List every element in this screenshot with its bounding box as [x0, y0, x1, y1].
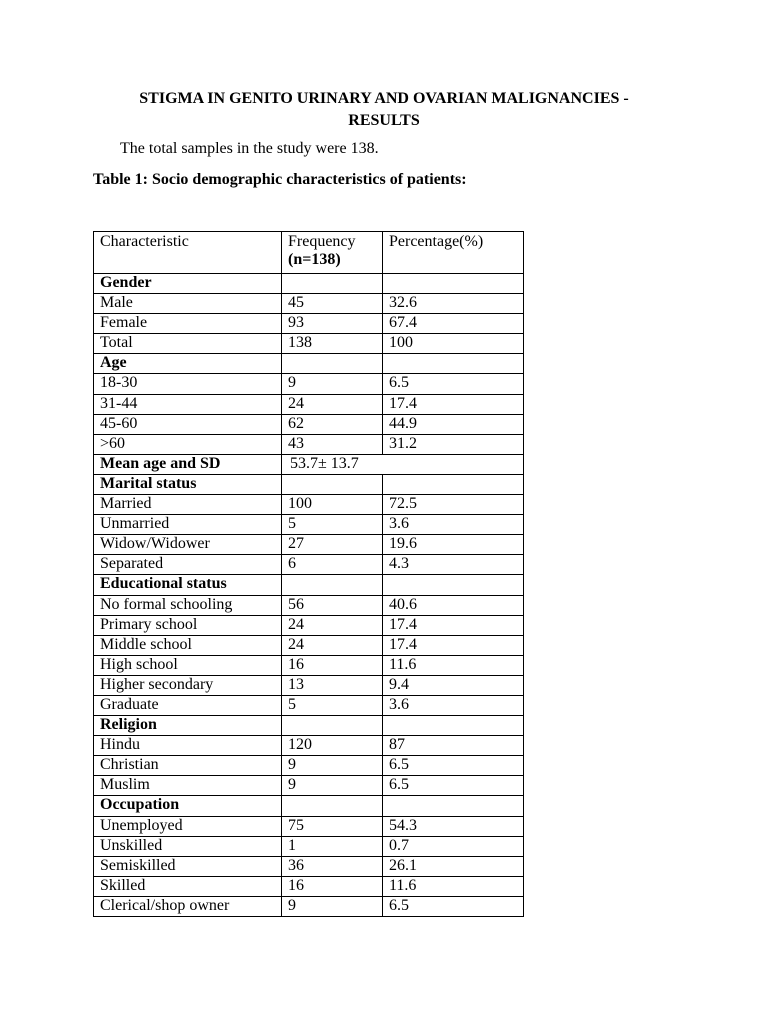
section-frequency-empty	[282, 354, 383, 374]
row-characteristic: Clerical/shop owner	[94, 896, 282, 916]
table-row	[94, 314, 524, 334]
row-frequency: 9	[282, 756, 383, 776]
row-characteristic: 18-30	[94, 374, 282, 394]
row-characteristic: Hindu	[94, 736, 282, 756]
table-row	[94, 856, 524, 876]
header-percentage: Percentage(%)	[383, 232, 524, 274]
row-frequency: 16	[282, 655, 383, 675]
row-frequency: 13	[282, 675, 383, 695]
row-frequency: 24	[282, 615, 383, 635]
row-characteristic: No formal schooling	[94, 595, 282, 615]
row-frequency: 45	[282, 294, 383, 314]
header-characteristic: Characteristic	[94, 232, 282, 274]
title-line-1: STIGMA IN GENITO URINARY AND OVARIAN MALIGNANCIES -	[139, 90, 629, 107]
document-title	[0, 88, 768, 132]
row-characteristic: Higher secondary	[94, 675, 282, 695]
row-characteristic: Married	[94, 495, 282, 515]
row-percentage: 54.3	[383, 816, 524, 836]
table-row	[94, 394, 524, 414]
row-frequency: 1	[282, 836, 383, 856]
row-percentage: 11.6	[383, 655, 524, 675]
row-characteristic: Unemployed	[94, 816, 282, 836]
row-percentage: 17.4	[383, 615, 524, 635]
section-frequency-empty	[282, 575, 383, 595]
section-percentage-empty	[383, 354, 524, 374]
row-frequency: 6	[282, 555, 383, 575]
row-characteristic: Christian	[94, 756, 282, 776]
table-row	[94, 434, 524, 454]
row-percentage: 17.4	[383, 635, 524, 655]
section-row	[94, 354, 524, 374]
section-percentage-empty	[383, 575, 524, 595]
row-percentage: 6.5	[383, 756, 524, 776]
row-percentage: 26.1	[383, 856, 524, 876]
row-percentage: 0.7	[383, 836, 524, 856]
table-row	[94, 615, 524, 635]
section-frequency-empty	[282, 716, 383, 736]
header-frequency	[282, 232, 383, 274]
row-percentage: 87	[383, 736, 524, 756]
row-percentage: 3.6	[383, 695, 524, 715]
row-percentage: 67.4	[383, 314, 524, 334]
table-row	[94, 374, 524, 394]
table-row	[94, 756, 524, 776]
row-characteristic: Unskilled	[94, 836, 282, 856]
row-characteristic: Male	[94, 294, 282, 314]
table-row	[94, 836, 524, 856]
row-frequency: 9	[282, 776, 383, 796]
row-frequency: 120	[282, 736, 383, 756]
table-row	[94, 896, 524, 916]
section-percentage-empty	[383, 274, 524, 294]
table-row	[94, 776, 524, 796]
row-characteristic: High school	[94, 655, 282, 675]
row-frequency: 43	[282, 434, 383, 454]
row-characteristic: Separated	[94, 555, 282, 575]
row-percentage: 17.4	[383, 394, 524, 414]
mean-age-label: Mean age and SD	[94, 454, 282, 474]
header-frequency-label: Frequency	[288, 233, 356, 250]
row-percentage: 6.5	[383, 776, 524, 796]
row-percentage: 100	[383, 334, 524, 354]
table-row	[94, 635, 524, 655]
section-frequency-empty	[282, 274, 383, 294]
section-label: Marital status	[94, 474, 282, 494]
row-characteristic: Unmarried	[94, 515, 282, 535]
row-characteristic: Total	[94, 334, 282, 354]
row-percentage: 32.6	[383, 294, 524, 314]
row-frequency: 16	[282, 876, 383, 896]
section-row	[94, 796, 524, 816]
table-row	[94, 535, 524, 555]
row-frequency: 24	[282, 394, 383, 414]
row-frequency: 138	[282, 334, 383, 354]
table-row	[94, 876, 524, 896]
section-percentage-empty	[383, 796, 524, 816]
row-percentage: 44.9	[383, 414, 524, 434]
section-frequency-empty	[282, 474, 383, 494]
section-percentage-empty	[383, 474, 524, 494]
mean-age-row	[94, 454, 524, 474]
row-characteristic: 45-60	[94, 414, 282, 434]
row-frequency: 56	[282, 595, 383, 615]
mean-age-blank	[383, 454, 524, 474]
row-characteristic: Semiskilled	[94, 856, 282, 876]
section-label: Occupation	[94, 796, 282, 816]
row-percentage: 31.2	[383, 434, 524, 454]
row-frequency: 36	[282, 856, 383, 876]
table-row	[94, 675, 524, 695]
title-line-2: RESULTS	[348, 112, 420, 129]
row-frequency: 9	[282, 374, 383, 394]
row-percentage: 4.3	[383, 555, 524, 575]
row-percentage: 40.6	[383, 595, 524, 615]
row-characteristic: Skilled	[94, 876, 282, 896]
section-frequency-empty	[282, 796, 383, 816]
row-characteristic: Muslim	[94, 776, 282, 796]
demographics-table	[93, 231, 524, 917]
mean-age-value: 53.7± 13.7	[282, 454, 383, 474]
row-characteristic: Graduate	[94, 695, 282, 715]
row-characteristic: Primary school	[94, 615, 282, 635]
row-frequency: 100	[282, 495, 383, 515]
section-label: Gender	[94, 274, 282, 294]
table-row	[94, 736, 524, 756]
row-characteristic: Widow/Widower	[94, 535, 282, 555]
table-row	[94, 655, 524, 675]
row-percentage: 11.6	[383, 876, 524, 896]
row-frequency: 5	[282, 515, 383, 535]
table-row	[94, 816, 524, 836]
table-row	[94, 495, 524, 515]
row-characteristic: 31-44	[94, 394, 282, 414]
row-percentage: 9.4	[383, 675, 524, 695]
row-frequency: 9	[282, 896, 383, 916]
row-percentage: 6.5	[383, 374, 524, 394]
table-row	[94, 515, 524, 535]
row-characteristic: Middle school	[94, 635, 282, 655]
row-frequency: 5	[282, 695, 383, 715]
section-percentage-empty	[383, 716, 524, 736]
table-row	[94, 334, 524, 354]
table-row	[94, 595, 524, 615]
row-percentage: 6.5	[383, 896, 524, 916]
section-row	[94, 575, 524, 595]
table-caption: Table 1: Socio demographic characteristics of patients:	[93, 171, 467, 188]
table-row	[94, 695, 524, 715]
header-frequency-n: (n=138)	[288, 251, 341, 268]
row-frequency: 93	[282, 314, 383, 334]
row-frequency: 75	[282, 816, 383, 836]
row-characteristic: >60	[94, 434, 282, 454]
section-row	[94, 716, 524, 736]
table-header-row	[94, 232, 524, 274]
row-percentage: 19.6	[383, 535, 524, 555]
section-label: Educational status	[94, 575, 282, 595]
intro-text: The total samples in the study were 138.	[120, 140, 379, 157]
table-row	[94, 294, 524, 314]
table-row	[94, 414, 524, 434]
section-row	[94, 274, 524, 294]
row-percentage: 72.5	[383, 495, 524, 515]
section-row	[94, 474, 524, 494]
section-label: Religion	[94, 716, 282, 736]
row-characteristic: Female	[94, 314, 282, 334]
row-percentage: 3.6	[383, 515, 524, 535]
row-frequency: 62	[282, 414, 383, 434]
table-row	[94, 555, 524, 575]
section-label: Age	[94, 354, 282, 374]
row-frequency: 27	[282, 535, 383, 555]
row-frequency: 24	[282, 635, 383, 655]
